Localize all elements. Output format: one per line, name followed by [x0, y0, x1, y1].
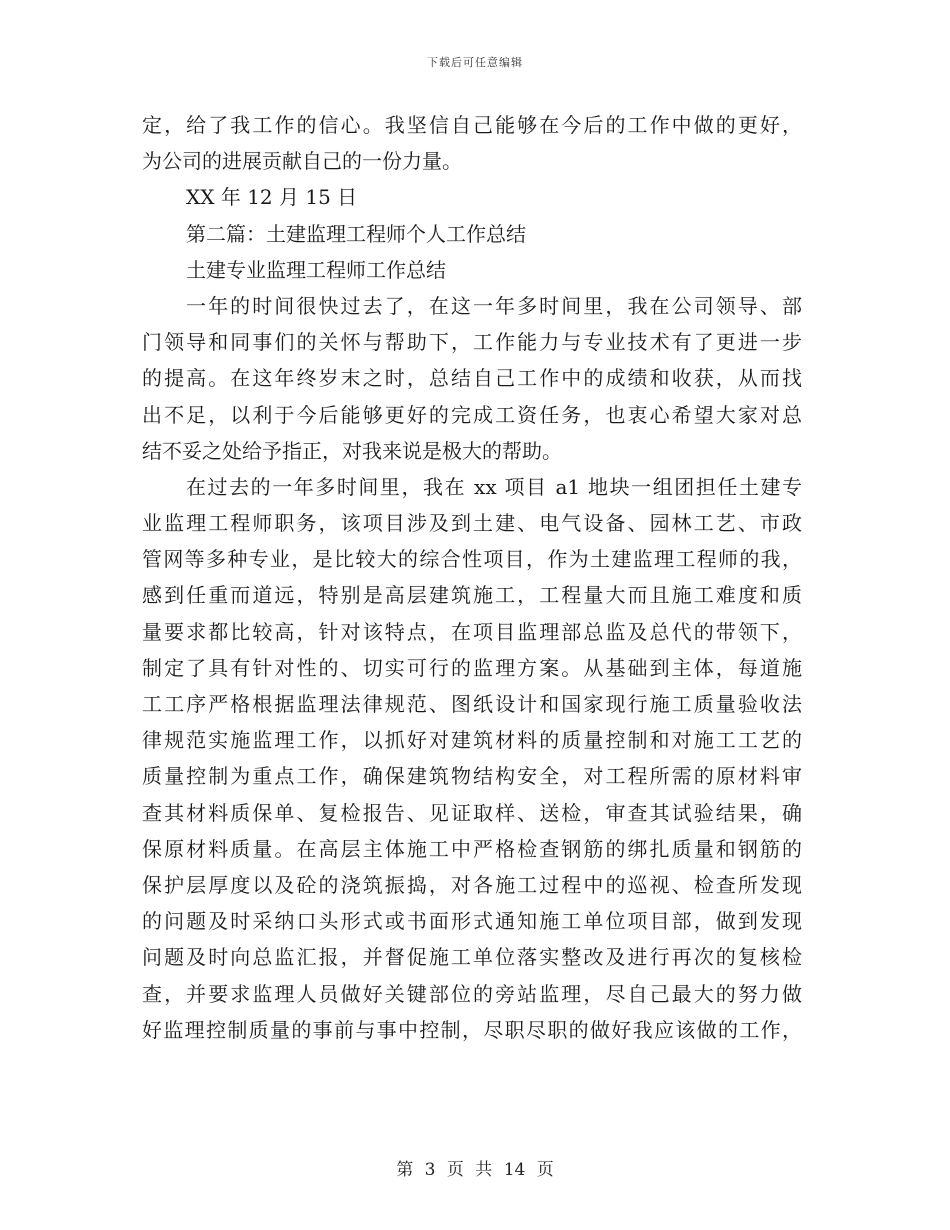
text-line: 出不足，以利于今后能够更好的完成工资任务，也衷心希望大家对总: [142, 402, 802, 427]
text-line: 问题及时向总监汇报，并督促施工单位落实整改及进行再次的复核检: [142, 945, 802, 970]
text-line: XX 年 12 月 15 日: [186, 185, 358, 210]
text-line: 在过去的一年多时间里，我在 xx 项目 a1 地块一组团担任土建专: [186, 474, 802, 499]
page-number-footer: 第 3 页 共 14 页: [396, 1160, 554, 1180]
text-line: 好监理控制质量的事前与事中控制，尽职尽职的做好我应该做的工作，: [142, 1017, 802, 1042]
text-line: 一年的时间很快过去了，在这一年多时间里，我在公司领导、部: [186, 293, 802, 318]
text-line: 结不妥之处给予指正，对我来说是极大的帮助。: [142, 438, 562, 463]
text-line: 保原材料质量。在高层主体施工中严格检查钢筋的绑扎质量和钢筋的: [142, 836, 802, 861]
text-line: 质量控制为重点工作，确保建筑物结构安全，对工程所需的原材料审: [142, 764, 802, 789]
page-header-note: 下载后可任意编辑: [427, 56, 523, 69]
text-line: 律规范实施监理工作，以抓好对建筑材料的质量控制和对施工工艺的: [142, 728, 802, 753]
text-line: 制定了具有针对性的、切实可行的监理方案。从基础到主体，每道施: [142, 655, 802, 680]
text-line: 的提高。在这年终岁末之时，总结自己工作中的成绩和收获，从而找: [142, 366, 802, 391]
text-line: 管网等多种专业，是比较大的综合性项目，作为土建监理工程师的我，: [142, 547, 802, 572]
document-body: [142, 107, 802, 1048]
text-line: 定，给了我工作的信心。我坚信自己能够在今后的工作中做的更好，: [142, 113, 802, 137]
text-line: 查其材料质保单、复检报告、见证取样、送检，审查其试验结果，确: [142, 800, 802, 825]
text-line: 土建专业监理工程师工作总结: [186, 257, 446, 282]
text-line: 业监理工程师职务，该项目涉及到土建、电气设备、园林工艺、市政: [142, 511, 802, 536]
text-line: 感到任重而道远，特别是高层建筑施工，工程量大而且施工难度和质: [142, 583, 802, 608]
text-line: 门领导和同事们的关怀与帮助下，工作能力与专业技术有了更进一步: [142, 330, 802, 355]
text-line: 查，并要求监理人员做好关键部位的旁站监理，尽自己最大的努力做: [142, 981, 802, 1006]
text-line: 保护层厚度以及砼的浇筑振捣，对各施工过程中的巡视、检查所发现: [142, 872, 802, 897]
text-line: 的问题及时采纳口头形式或书面形式通知施工单位项目部，做到发现: [142, 909, 802, 934]
text-line: 量要求都比较高，针对该特点，在项目监理部总监及总代的带领下，: [142, 619, 802, 644]
text-line: 第二篇：土建监理工程师个人工作总结: [186, 221, 526, 246]
text-line: 工工序严格根据监理法律规范、图纸设计和国家现行施工质量验收法: [142, 692, 802, 716]
text-line: 为公司的进展贡献自己的一份力量。: [142, 149, 462, 174]
